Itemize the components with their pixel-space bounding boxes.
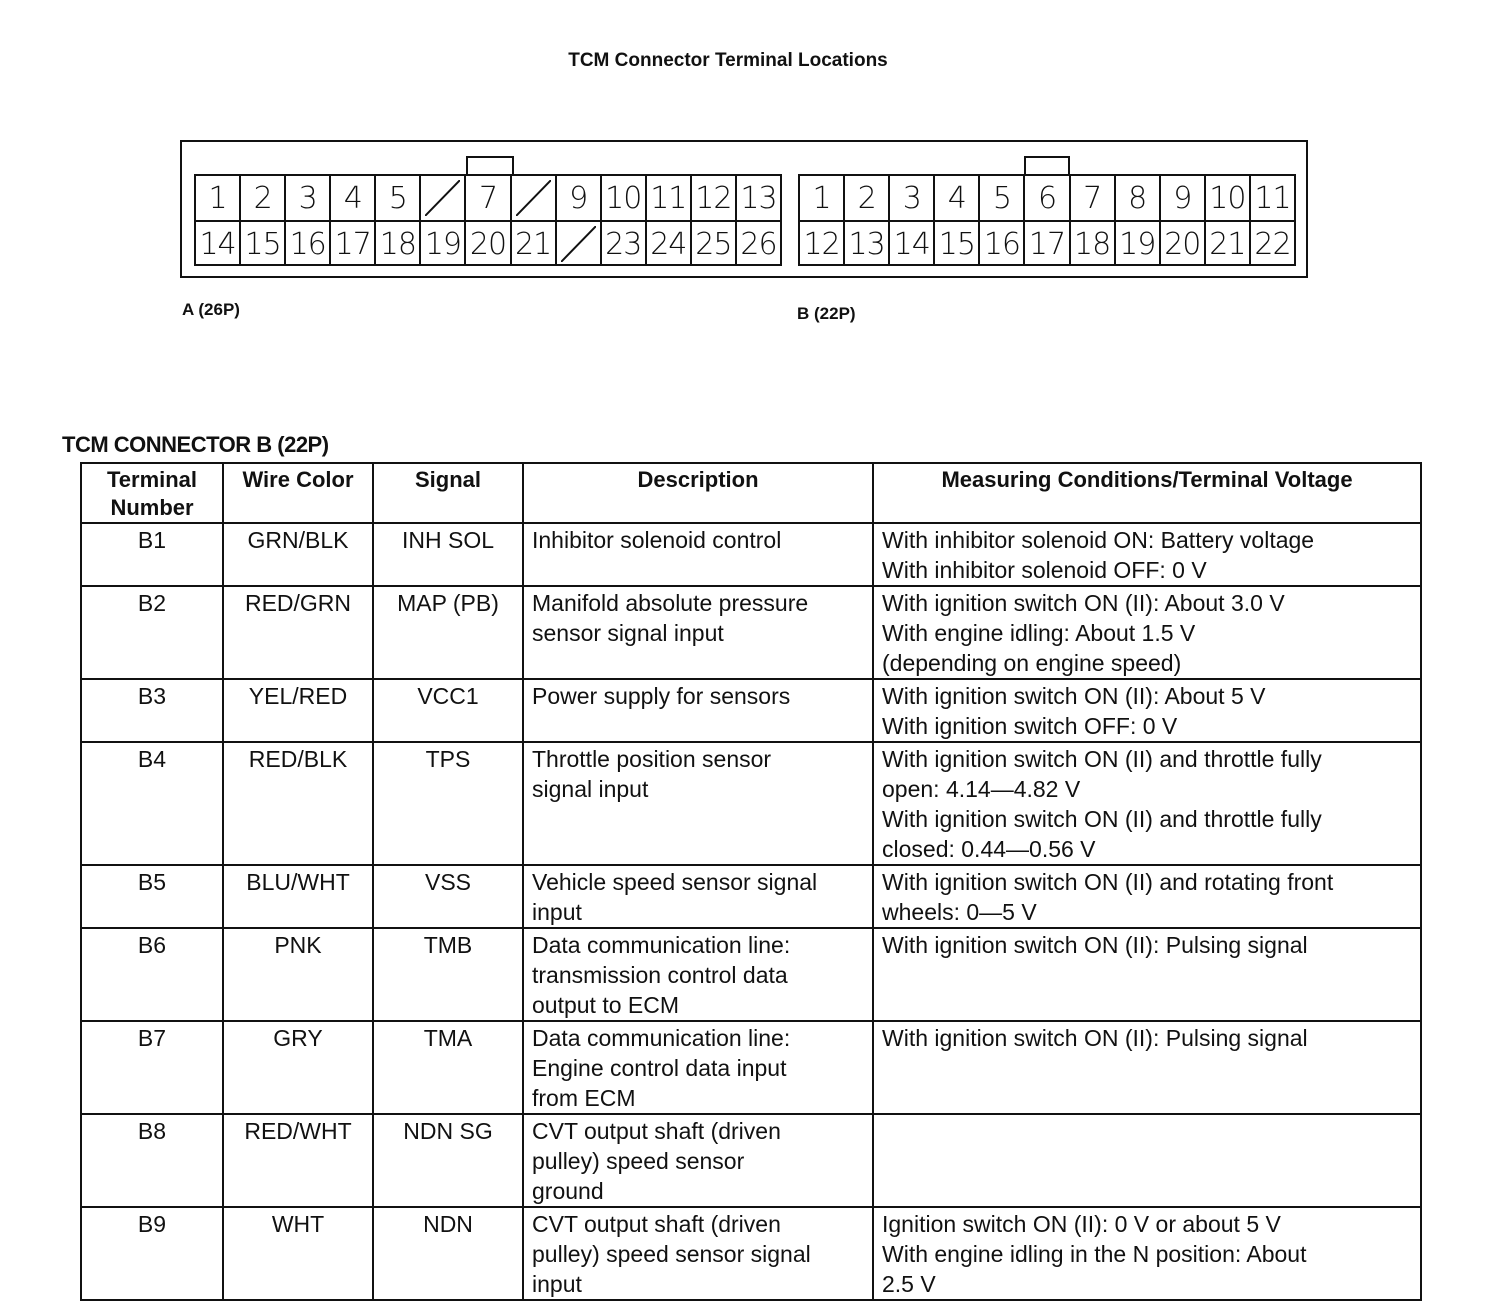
connector-b-pin: 2 (843, 176, 888, 220)
cell-description (523, 679, 873, 742)
cell-signal: TMB (373, 928, 523, 1021)
connector-b-pin: 1 (812, 180, 831, 216)
cell-wire-color: RED/WHT (223, 1114, 373, 1207)
connector-b-pin: 9 (1159, 176, 1204, 220)
description-line: CVT output shaft (driven (532, 1118, 781, 1144)
description-line: Data communication line: (532, 932, 791, 958)
cell-conditions (873, 523, 1421, 586)
table-row (81, 1207, 1421, 1300)
connector-a-pin: 13 (735, 176, 780, 220)
connector-a-empty-cavity (555, 222, 600, 266)
cell-conditions (873, 679, 1421, 742)
header-terminal-number: Terminal Number (81, 463, 223, 523)
description-line: Throttle position sensor (532, 746, 772, 772)
cell-terminal: B1 (81, 523, 223, 586)
description-line: Power supply for sensors (532, 683, 791, 709)
connector-a-pin: 14 (199, 226, 236, 262)
connector-a-pin: 7 (464, 176, 509, 220)
cell-wire-color: WHT (223, 1207, 373, 1300)
description-line: Inhibitor solenoid control (532, 527, 782, 553)
cell-wire-color: PNK (223, 928, 373, 1021)
connector-b-pin: 8 (1114, 176, 1159, 220)
connector-a-pin: 11 (645, 176, 690, 220)
condition-line: closed: 0.44—0.56 V (882, 836, 1096, 862)
condition-line: Ignition switch ON (II): 0 V or about 5 V (882, 1211, 1281, 1237)
cell-description (523, 1114, 873, 1207)
cell-description (523, 523, 873, 586)
table-row (81, 523, 1421, 586)
connector-a-pin: 23 (600, 222, 645, 266)
condition-line: With ignition switch ON (II) and throttle fully (882, 746, 1322, 772)
connector-b-pin: 10 (1204, 176, 1249, 220)
connector-a-pin: 5 (374, 176, 419, 220)
connector-b-pin: 11 (1249, 176, 1294, 220)
cell-terminal: B3 (81, 679, 223, 742)
description-line: input (532, 1271, 582, 1297)
description-line: Manifold absolute pressure (532, 590, 809, 616)
description-line: input (532, 899, 582, 925)
condition-line: With ignition switch ON (II) and rotating front (882, 869, 1334, 895)
cell-description (523, 586, 873, 679)
diagram-title: TCM Connector Terminal Locations (568, 50, 888, 71)
blocked-cavity-icon (561, 226, 596, 262)
cell-wire-color: YEL/RED (223, 679, 373, 742)
connector-a-pin: 4 (329, 176, 374, 220)
cell-conditions (873, 586, 1421, 679)
cell-terminal: B9 (81, 1207, 223, 1300)
connector-a-pin: 3 (284, 176, 329, 220)
connector-a-pin: 19 (419, 222, 464, 266)
connector-b-pin: 3 (888, 176, 933, 220)
connector-a-pin: 20 (464, 222, 509, 266)
connector-b-pin: 15 (933, 222, 978, 266)
connector-a-row-1 (196, 176, 780, 220)
connector-a-pin: 15 (239, 222, 284, 266)
condition-line: With ignition switch ON (II): Pulsing signal (882, 1025, 1308, 1051)
table-row (81, 1021, 1421, 1114)
connector-a-pin: 9 (555, 176, 600, 220)
condition-line: With engine idling in the N position: About (882, 1241, 1307, 1267)
description-line: ground (532, 1178, 604, 1204)
cell-terminal: B5 (81, 865, 223, 928)
connector-b-pin: 16 (978, 222, 1023, 266)
connector-a-key-tab (466, 156, 514, 176)
cell-description (523, 1021, 873, 1114)
cell-conditions (873, 928, 1421, 1021)
cell-description (523, 865, 873, 928)
connector-a-empty-cavity (510, 176, 555, 220)
cell-signal: NDN (373, 1207, 523, 1300)
connector-a-pin: 21 (510, 222, 555, 266)
cell-signal: VSS (373, 865, 523, 928)
connector-b-pin: 6 (1023, 176, 1068, 220)
cell-conditions (873, 742, 1421, 865)
connector-b (798, 174, 1296, 266)
connector-b-label: B (22P) (797, 304, 856, 323)
description-line: CVT output shaft (driven (532, 1211, 781, 1237)
table-row (81, 586, 1421, 679)
condition-line: (depending on engine speed) (882, 650, 1182, 676)
cell-signal: TMA (373, 1021, 523, 1114)
condition-line: With inhibitor solenoid OFF: 0 V (882, 557, 1207, 583)
connector-a (194, 174, 782, 266)
blocked-cavity-icon (425, 180, 460, 216)
condition-line: With ignition switch ON (II): About 5 V (882, 683, 1266, 709)
condition-line: With ignition switch ON (II): About 3.0 V (882, 590, 1285, 616)
connector-b-pin: 13 (843, 222, 888, 266)
connector-a-pin: 12 (690, 176, 735, 220)
cell-conditions (873, 1207, 1421, 1300)
connector-a-pin: 25 (690, 222, 735, 266)
connector-b-pin: 18 (1069, 222, 1114, 266)
table-row (81, 679, 1421, 742)
connector-a-pin: 26 (735, 222, 780, 266)
cell-description (523, 928, 873, 1021)
cell-conditions (873, 1114, 1421, 1207)
connector-b-pin: 5 (978, 176, 1023, 220)
condition-line: 2.5 V (882, 1271, 936, 1297)
table-title: TCM CONNECTOR B (22P) (62, 432, 329, 457)
connector-b-key-tab (1024, 156, 1070, 176)
connector-a-pin: 24 (645, 222, 690, 266)
description-line: signal input (532, 776, 649, 802)
header-description: Description (523, 463, 873, 523)
table-header-row (81, 463, 1421, 523)
cell-signal: NDN SG (373, 1114, 523, 1207)
connector-b-pin: 19 (1114, 222, 1159, 266)
cell-wire-color: GRY (223, 1021, 373, 1114)
table-row (81, 1114, 1421, 1207)
cell-description (523, 1207, 873, 1300)
header-signal: Signal (373, 463, 523, 523)
connector-b-row-1 (800, 176, 1294, 220)
cell-conditions (873, 865, 1421, 928)
connector-b-pin: 20 (1159, 222, 1204, 266)
description-line: Vehicle speed sensor signal (532, 869, 818, 895)
connector-a-row-2 (196, 220, 780, 266)
cell-wire-color: BLU/WHT (223, 865, 373, 928)
cell-terminal: B2 (81, 586, 223, 679)
connector-b-pin: 4 (933, 176, 978, 220)
description-line: Engine control data input (532, 1055, 787, 1081)
terminal-table (80, 462, 1422, 1301)
cell-signal: MAP (PB) (373, 586, 523, 679)
condition-line: wheels: 0—5 V (882, 899, 1037, 925)
connector-a-pin: 16 (284, 222, 329, 266)
cell-terminal: B4 (81, 742, 223, 865)
description-line: pulley) speed sensor signal (532, 1241, 811, 1267)
connector-a-label: A (26P) (182, 300, 240, 319)
connector-b-pin: 12 (803, 226, 840, 262)
connector-b-pin: 17 (1023, 222, 1068, 266)
connector-a-pin: 17 (329, 222, 374, 266)
blocked-cavity-icon (516, 180, 551, 216)
description-line: from ECM (532, 1085, 636, 1111)
connector-b-pin: 21 (1204, 222, 1249, 266)
cell-wire-color: GRN/BLK (223, 523, 373, 586)
cell-terminal: B7 (81, 1021, 223, 1114)
connector-b-pin: 14 (888, 222, 933, 266)
connector-a-empty-cavity (419, 176, 464, 220)
cell-terminal: B6 (81, 928, 223, 1021)
condition-line: With ignition switch OFF: 0 V (882, 713, 1178, 739)
connector-b-row-2 (800, 220, 1294, 266)
table-row (81, 928, 1421, 1021)
connector-b-pin: 22 (1249, 222, 1294, 266)
table-row (81, 742, 1421, 865)
description-line: pulley) speed sensor (532, 1148, 745, 1174)
description-line: transmission control data (532, 962, 788, 988)
connector-a-pin: 1 (208, 180, 227, 216)
cell-signal: TPS (373, 742, 523, 865)
header-wire-color: Wire Color (223, 463, 373, 523)
cell-description (523, 742, 873, 865)
condition-line: With engine idling: About 1.5 V (882, 620, 1196, 646)
table-row (81, 865, 1421, 928)
connector-a-pin: 18 (374, 222, 419, 266)
cell-wire-color: RED/GRN (223, 586, 373, 679)
condition-line: With ignition switch ON (II) and throttle fully (882, 806, 1322, 832)
connector-a-pin: 2 (239, 176, 284, 220)
description-line: output to ECM (532, 992, 680, 1018)
cell-signal: INH SOL (373, 523, 523, 586)
condition-line: With ignition switch ON (II): Pulsing signal (882, 932, 1308, 958)
cell-wire-color: RED/BLK (223, 742, 373, 865)
description-line: Data communication line: (532, 1025, 791, 1051)
header-conditions: Measuring Conditions/Terminal Voltage (873, 463, 1421, 523)
connector-b-pin: 7 (1069, 176, 1114, 220)
connector-a-pin: 10 (600, 176, 645, 220)
cell-conditions (873, 1021, 1421, 1114)
condition-line: With inhibitor solenoid ON: Battery voltage (882, 527, 1315, 553)
cell-signal: VCC1 (373, 679, 523, 742)
condition-line: open: 4.14—4.82 V (882, 776, 1081, 802)
description-line: sensor signal input (532, 620, 724, 646)
cell-terminal: B8 (81, 1114, 223, 1207)
